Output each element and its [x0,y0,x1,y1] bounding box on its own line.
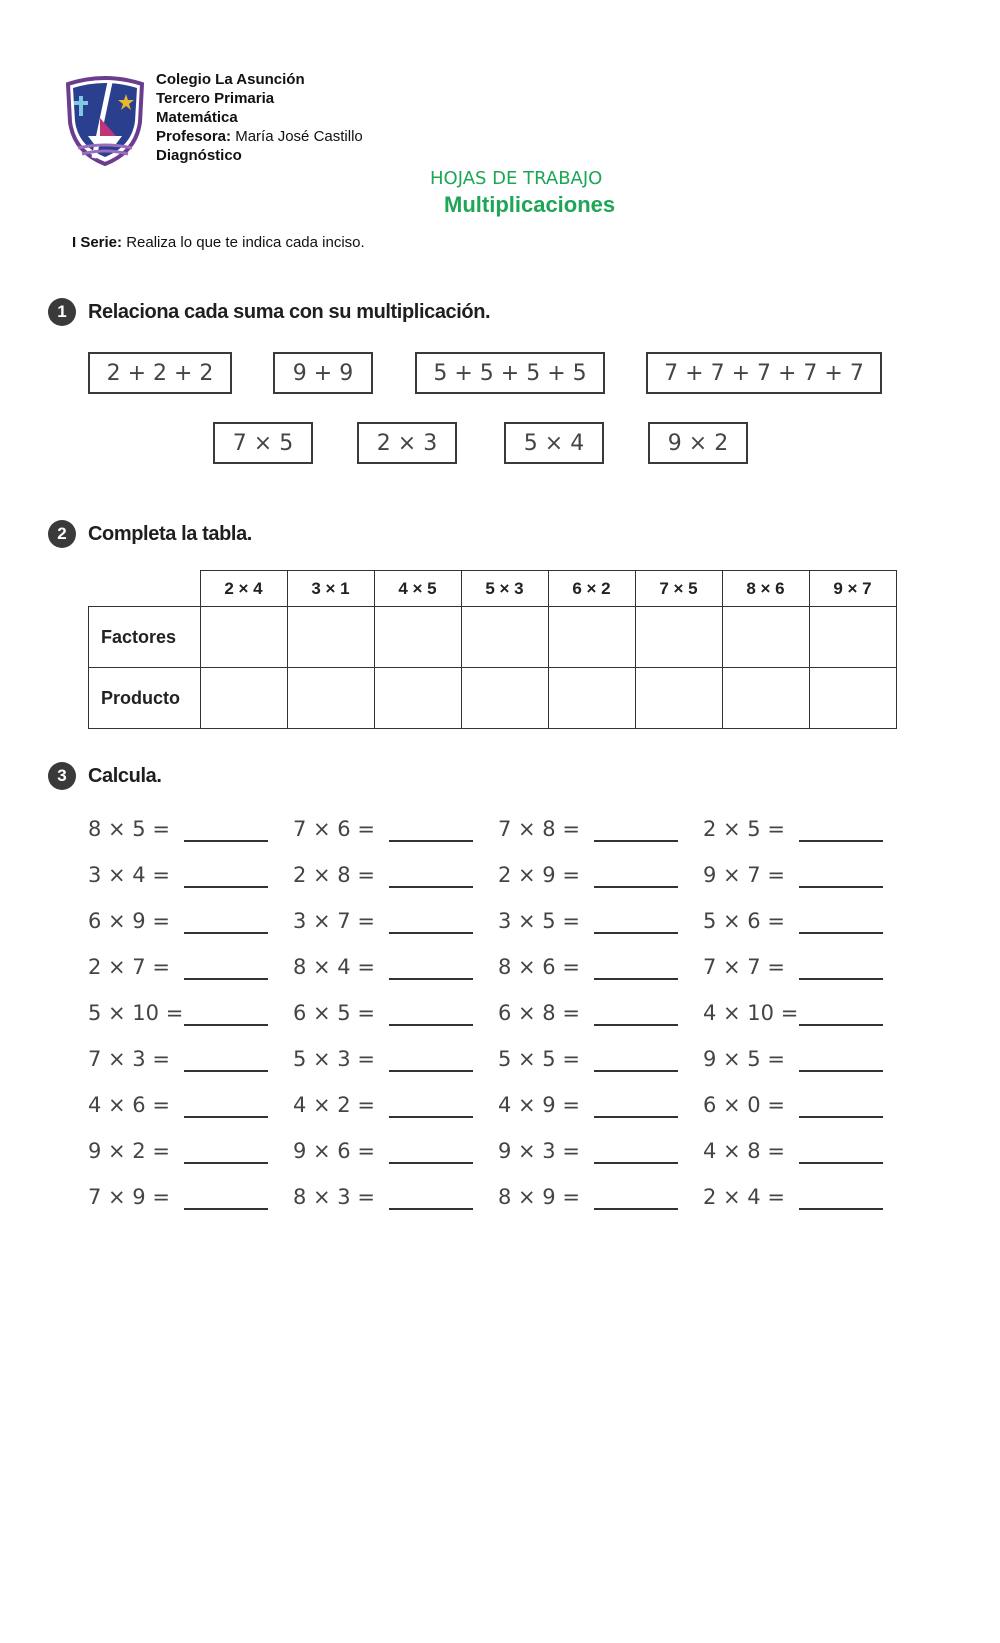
sum-box[interactable]: 7 + 7 + 7 + 7 + 7 [646,352,882,394]
answer-blank[interactable] [184,814,268,842]
calc-expression: 5 × 5 = [498,1047,580,1071]
calc-item [88,812,293,842]
calc-item [88,1180,293,1210]
answer-cell[interactable] [374,668,461,729]
calc-expression: 2 × 9 = [498,863,580,887]
product-box[interactable]: 7 × 5 [213,422,313,464]
calc-expression: 8 × 6 = [498,955,580,979]
calc-item [703,904,908,934]
answer-cell[interactable] [461,668,548,729]
answer-blank[interactable] [594,998,678,1026]
calc-expression: 9 × 3 = [498,1139,580,1163]
answer-blank[interactable] [799,952,883,980]
answer-blank[interactable] [184,1136,268,1164]
calc-expression: 6 × 0 = [703,1093,785,1117]
teacher-name: María José Castillo [235,128,363,145]
calc-expression: 3 × 5 = [498,909,580,933]
calc-item [293,1134,498,1164]
answer-blank[interactable] [389,952,473,980]
calc-item [88,950,293,980]
serie-text: Realiza lo que te indica cada inciso. [126,234,365,251]
school-name: Colegio La Asunción [156,71,305,88]
calc-expression: 5 × 6 = [703,909,785,933]
section-3-heading [48,762,162,790]
calc-item [293,996,498,1026]
worksheet-title: HOJAS DE TRABAJO [430,168,603,189]
answer-blank[interactable] [389,1182,473,1210]
answer-blank[interactable] [594,1182,678,1210]
sum-box[interactable]: 9 + 9 [273,352,373,394]
answer-blank[interactable] [799,1044,883,1072]
answer-blank[interactable] [389,998,473,1026]
answer-blank[interactable] [594,952,678,980]
calc-expression: 3 × 7 = [293,909,375,933]
table-column-header: 9 × 7 [809,571,896,607]
answer-blank[interactable] [799,998,883,1026]
calc-item [498,1042,703,1072]
answer-cell[interactable] [200,607,287,668]
calc-item [498,950,703,980]
answer-blank[interactable] [389,860,473,888]
calc-expression: 8 × 4 = [293,955,375,979]
calc-expression: 4 × 6 = [88,1093,170,1117]
answer-blank[interactable] [594,1044,678,1072]
calc-expression: 7 × 6 = [293,817,375,841]
calc-expression: 9 × 5 = [703,1047,785,1071]
answer-blank[interactable] [389,1044,473,1072]
answer-blank[interactable] [799,860,883,888]
calc-item [703,996,908,1026]
section-1-title: Relaciona cada suma con su multiplicación. [88,300,491,323]
sum-box[interactable]: 5 + 5 + 5 + 5 [415,352,605,394]
calc-item [88,1088,293,1118]
table-column-header: 8 × 6 [722,571,809,607]
calc-expression: 5 × 10 = [88,1001,184,1025]
calc-item [293,1180,498,1210]
calc-item [293,950,498,980]
calc-expression: 2 × 5 = [703,817,785,841]
calc-item [498,858,703,888]
answer-blank[interactable] [184,1090,268,1118]
calc-item [88,858,293,888]
table-corner [89,571,201,607]
serie-instruction [72,234,365,251]
sum-box[interactable]: 2 + 2 + 2 [88,352,232,394]
calc-expression: 4 × 9 = [498,1093,580,1117]
answer-cell[interactable] [722,668,809,729]
section-1-number: 1 [48,298,76,326]
section-2-heading [48,520,252,548]
answer-blank[interactable] [184,1182,268,1210]
teacher-label: Profesora: [156,128,232,145]
calc-item [703,1180,908,1210]
answer-blank[interactable] [184,998,268,1026]
answer-blank[interactable] [389,814,473,842]
answer-cell[interactable] [200,668,287,729]
calc-item [498,812,703,842]
answer-blank[interactable] [799,1136,883,1164]
calc-expression: 4 × 2 = [293,1093,375,1117]
school-info [156,70,363,165]
table-column-header: 5 × 3 [461,571,548,607]
calc-expression: 3 × 4 = [88,863,170,887]
calc-item [293,1042,498,1072]
calc-expression: 9 × 7 = [703,863,785,887]
calc-item [703,1042,908,1072]
calc-expression: 4 × 10 = [703,1001,799,1025]
school-crest-logo [64,74,146,166]
calc-item [293,858,498,888]
table-column-header: 7 × 5 [635,571,722,607]
calc-item [703,950,908,980]
answer-blank[interactable] [799,1182,883,1210]
answer-blank[interactable] [799,906,883,934]
product-box[interactable]: 9 × 2 [648,422,748,464]
assessment-label: Diagnóstico [156,147,242,164]
answer-blank[interactable] [594,860,678,888]
answer-cell[interactable] [809,668,896,729]
calc-item [498,1088,703,1118]
product-box[interactable]: 5 × 4 [504,422,604,464]
calc-expression: 7 × 7 = [703,955,785,979]
calc-item [498,996,703,1026]
answer-cell[interactable] [461,607,548,668]
calc-expression: 6 × 8 = [498,1001,580,1025]
answer-blank[interactable] [594,1090,678,1118]
calc-item [703,1088,908,1118]
answer-cell[interactable] [548,668,635,729]
section-2-number: 2 [48,520,76,548]
table-column-header: 6 × 2 [548,571,635,607]
table-header-row [89,571,897,607]
calc-item [703,1134,908,1164]
answer-blank[interactable] [389,1136,473,1164]
calc-expression: 4 × 8 = [703,1139,785,1163]
calc-item [88,904,293,934]
answer-blank[interactable] [799,1090,883,1118]
calc-expression: 8 × 3 = [293,1185,375,1209]
calc-item [293,904,498,934]
calc-expression: 7 × 9 = [88,1185,170,1209]
product-box[interactable]: 2 × 3 [357,422,457,464]
answer-blank[interactable] [389,1090,473,1118]
calc-expression: 8 × 9 = [498,1185,580,1209]
table-row-producto [89,668,897,729]
section-1-heading [48,298,490,326]
row-label-producto: Producto [89,668,201,729]
worksheet-subtitle: Multiplicaciones [444,192,616,217]
calc-item [88,1134,293,1164]
section-3-number: 3 [48,762,76,790]
answer-cell[interactable] [635,668,722,729]
calc-expression: 7 × 8 = [498,817,580,841]
factors-table [88,570,897,729]
calc-expression: 5 × 3 = [293,1047,375,1071]
calculation-grid [88,812,888,1226]
calc-item [703,858,908,888]
answer-blank[interactable] [594,906,678,934]
calc-item [88,1042,293,1072]
answer-blank[interactable] [594,814,678,842]
calc-expression: 6 × 5 = [293,1001,375,1025]
calc-item [88,996,293,1026]
calc-expression: 8 × 5 = [88,817,170,841]
answer-blank[interactable] [184,860,268,888]
answer-blank[interactable] [184,1044,268,1072]
table-column-header: 2 × 4 [200,571,287,607]
section-2-title: Completa la tabla. [88,522,252,545]
answer-cell[interactable] [548,607,635,668]
answer-cell[interactable] [287,668,374,729]
calc-expression: 9 × 2 = [88,1139,170,1163]
section-3-title: Calcula. [88,764,162,787]
answer-cell[interactable] [374,607,461,668]
calc-expression: 7 × 3 = [88,1047,170,1071]
answer-blank[interactable] [799,814,883,842]
answer-blank[interactable] [184,906,268,934]
calc-item [293,1088,498,1118]
answer-cell[interactable] [809,607,896,668]
answer-blank[interactable] [389,906,473,934]
subject-label: Matemática [156,109,238,126]
calc-item [498,1134,703,1164]
answer-blank[interactable] [594,1136,678,1164]
answer-blank[interactable] [184,952,268,980]
grade-label: Tercero Primaria [156,90,275,107]
table-column-header: 4 × 5 [374,571,461,607]
serie-label: I Serie: [72,234,123,251]
calc-expression: 2 × 7 = [88,955,170,979]
calc-expression: 9 × 6 = [293,1139,375,1163]
answer-cell[interactable] [635,607,722,668]
calc-item [498,1180,703,1210]
row-label-factores: Factores [89,607,201,668]
answer-cell[interactable] [722,607,809,668]
calc-item [703,812,908,842]
table-row-factores [89,607,897,668]
table-column-header: 3 × 1 [287,571,374,607]
answer-cell[interactable] [287,607,374,668]
calc-item [293,812,498,842]
calc-item [498,904,703,934]
calc-expression: 6 × 9 = [88,909,170,933]
calc-expression: 2 × 4 = [703,1185,785,1209]
calc-expression: 2 × 8 = [293,863,375,887]
